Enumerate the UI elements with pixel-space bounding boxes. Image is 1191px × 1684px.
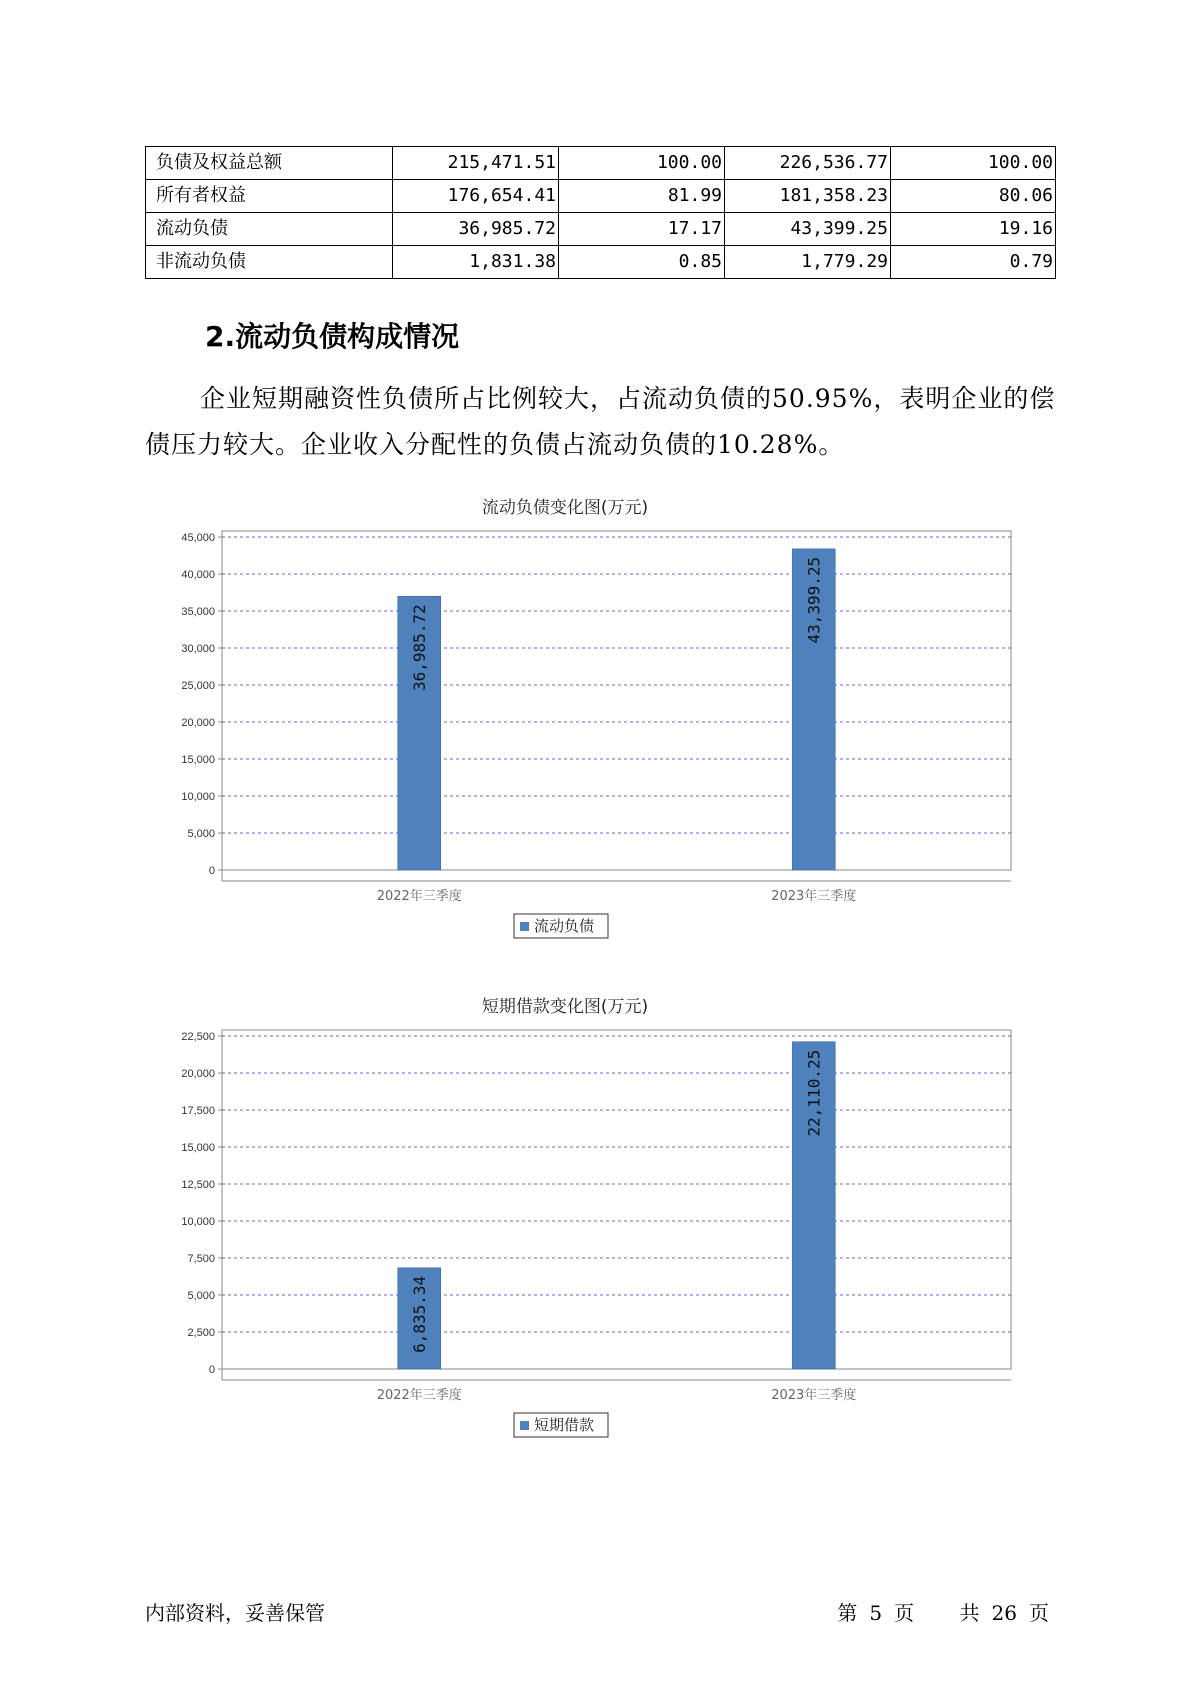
current-liabilities-chart-svg [145,492,1045,947]
x-tick-label: 2023年三季度 [771,889,857,904]
x-tick-label: 2022年三季度 [376,1388,462,1403]
chart-title: 短期借款变化图(万元) [481,997,649,1017]
y-tick-label: 7,500 [187,1253,215,1265]
y-tick-label: 12,500 [181,1179,215,1191]
bar-value-label: 22,110.25 [804,1049,824,1137]
y-tick-label: 0 [208,1364,215,1376]
legend-label: 流动负债 [534,917,595,935]
page-word: 页 [894,1601,915,1625]
plot-area [222,531,1011,870]
y-tick-label: 22,500 [181,1031,215,1043]
value-2022: 36,985.72 [393,213,559,246]
plot-area [222,1030,1011,1369]
row-label: 非流动负债 [146,246,393,279]
percent-2022: 0.85 [559,246,725,279]
bar-value-label: 36,985.72 [410,604,430,692]
short-term-loans-chart-svg [145,991,1045,1446]
y-tick-label: 20,000 [181,717,215,729]
chart-title: 流动负债变化图(万元) [481,498,649,518]
table-row [146,213,1056,246]
percent-2022: 81.99 [559,180,725,213]
y-tick-label: 5,000 [187,828,215,840]
y-tick-label: 10,000 [181,791,215,803]
chart-legend [514,1413,608,1437]
total-pages: 26 [991,1601,1017,1625]
x-tick-label: 2023年三季度 [771,1388,857,1403]
y-tick-label: 35,000 [181,606,215,618]
value-2023: 1,779.29 [725,246,891,279]
y-tick-label: 10,000 [181,1216,215,1228]
page-number: 5 [869,1601,883,1625]
value-2022: 215,471.51 [393,147,559,180]
percent-2023: 0.79 [891,246,1056,279]
y-tick-label: 25,000 [181,680,215,692]
x-tick-label: 2022年三季度 [376,889,462,904]
section-paragraph: 企业短期融资性负债所占比例较大，占流动负债的50.95%，表明企业的偿债压力较大。企业收入分配性的负债占流动负债的10.28%。 [145,384,1056,459]
table-row [146,180,1056,213]
bar-value-label: 43,399.25 [804,556,824,644]
y-tick-label: 17,500 [181,1105,215,1117]
value-2022: 176,654.41 [393,180,559,213]
legend-label: 短期借款 [534,1416,595,1434]
value-2023: 181,358.23 [725,180,891,213]
legend-swatch [520,922,529,931]
row-label: 流动负债 [146,213,393,246]
legend-swatch [520,1421,529,1430]
row-label: 负债及权益总额 [146,147,393,180]
short-term-loans-chart [145,991,1045,1446]
y-tick-label: 15,000 [181,1142,215,1154]
chart-legend [514,914,608,938]
y-tick-label: 15,000 [181,754,215,766]
table-row [146,246,1056,279]
row-label: 所有者权益 [146,180,393,213]
y-tick-label: 5,000 [187,1290,215,1302]
table-row [146,147,1056,180]
total-word: 页 [1029,1601,1049,1625]
y-tick-label: 0 [208,865,215,877]
page-prefix: 第 [837,1601,858,1625]
value-2022: 1,831.38 [393,246,559,279]
percent-2023: 80.06 [891,180,1056,213]
percent-2022: 100.00 [559,147,725,180]
percent-2022: 17.17 [559,213,725,246]
y-tick-label: 30,000 [181,643,215,655]
balance-table [145,146,1056,279]
value-2023: 226,536.77 [725,147,891,180]
y-tick-label: 20,000 [181,1068,215,1080]
y-tick-label: 2,500 [187,1327,215,1339]
section-heading: 2.流动负债构成情况 [205,320,460,353]
total-prefix: 共 [959,1601,980,1625]
footer-confidential: 内部资料，妥善保管 [145,1601,325,1625]
footer-page-info [831,1597,1055,1626]
y-tick-label: 45,000 [181,532,215,544]
y-tick-label: 40,000 [181,569,215,581]
percent-2023: 100.00 [891,147,1056,180]
percent-2023: 19.16 [891,213,1056,246]
bar-value-label: 6,835.34 [410,1275,430,1353]
value-2023: 43,399.25 [725,213,891,246]
current-liabilities-chart [145,492,1045,947]
